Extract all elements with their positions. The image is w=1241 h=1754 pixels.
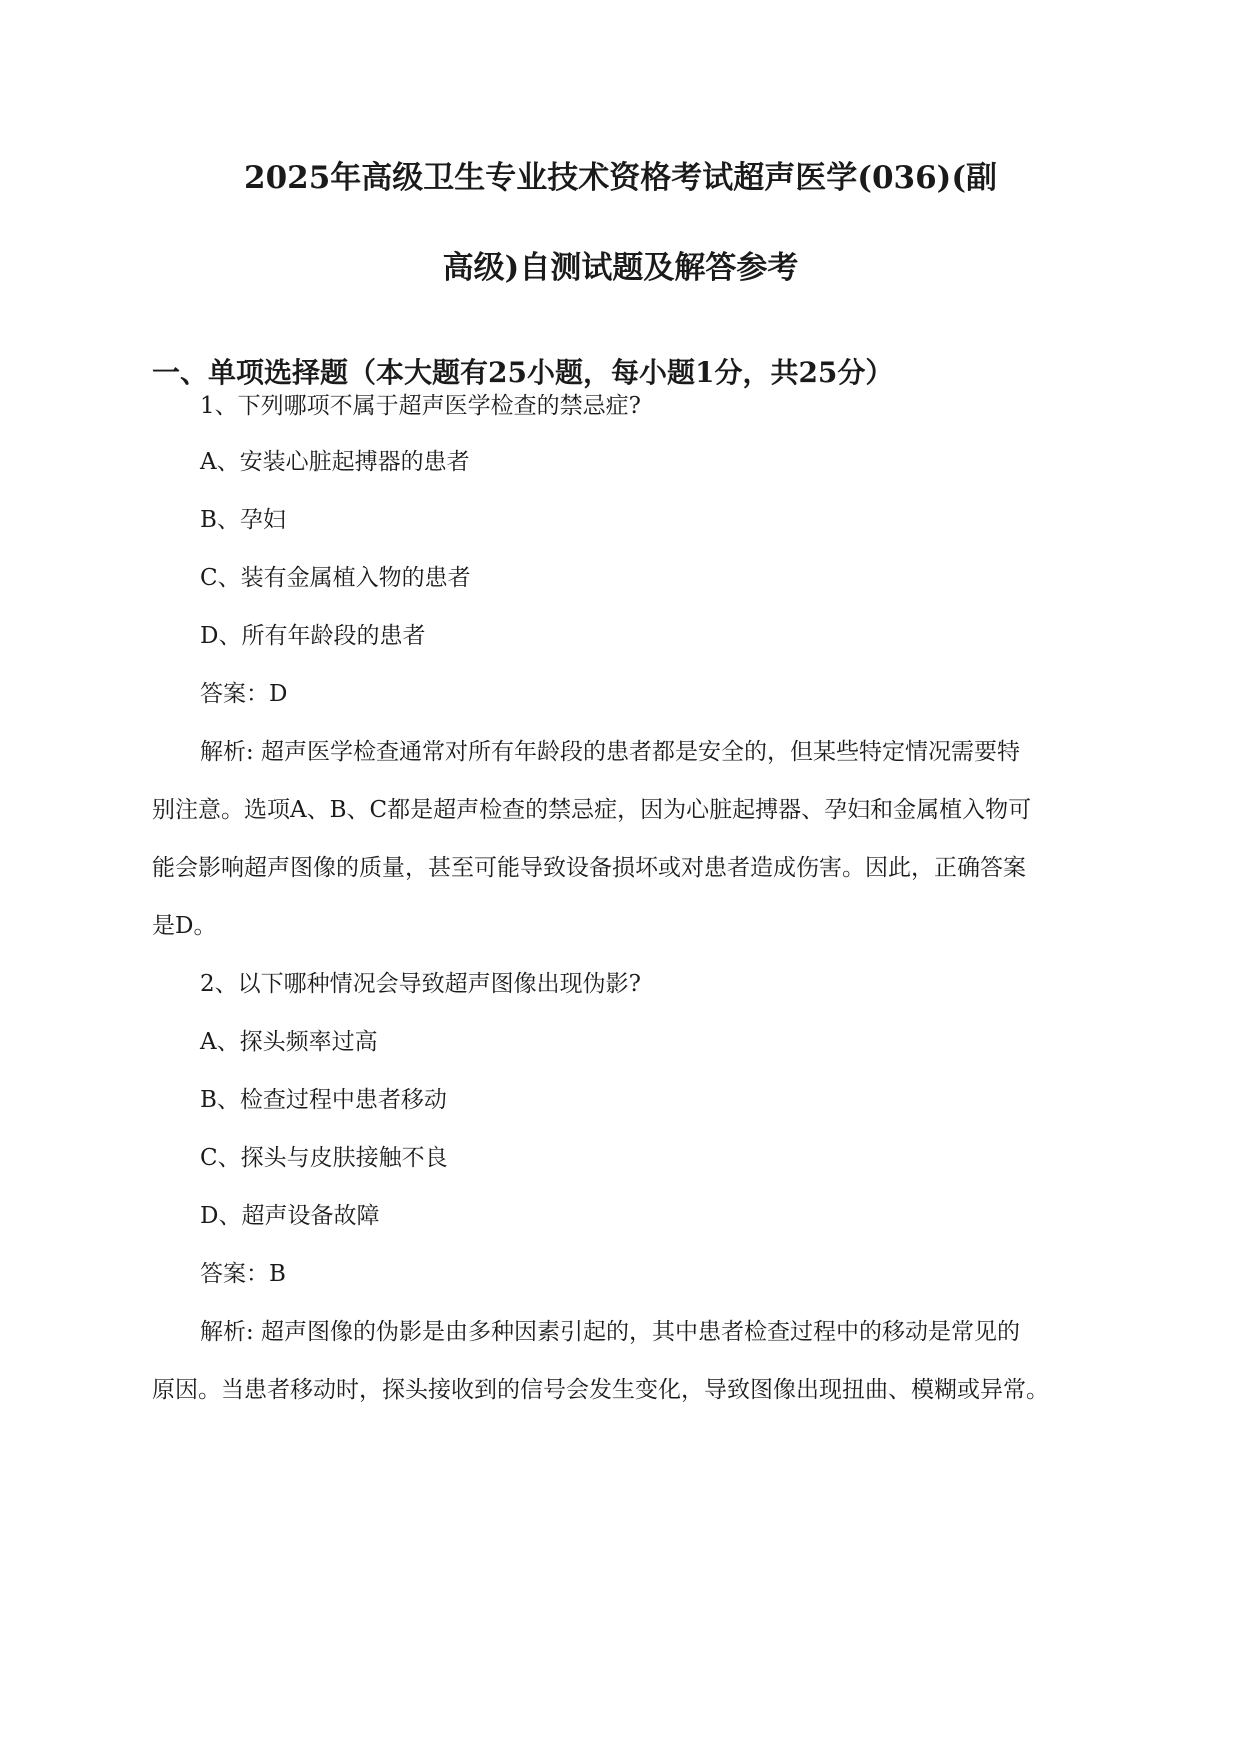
document-title-line-1: 2025年高级卫生专业技术资格考试超声医学(036)(副 xyxy=(244,160,997,196)
question-1-analysis-line-1: 解析: 超声医学检查通常对所有年龄段的患者都是安全的，但某些特定情况需要特 xyxy=(200,739,1021,765)
question-2-option-d: D、超声设备故障 xyxy=(200,1203,380,1229)
question-2-option-a: A、探头频率过高 xyxy=(200,1029,378,1055)
question-1-analysis-line-4: 是D。 xyxy=(152,913,217,939)
question-1-option-b: B、孕妇 xyxy=(200,507,286,533)
section-heading: 一、单项选择题（本大题有25小题，每小题1分，共25分） xyxy=(152,356,894,389)
question-2-option-c: C、探头与皮肤接触不良 xyxy=(200,1145,448,1171)
question-2-analysis-line-1: 解析: 超声图像的伪影是由多种因素引起的，其中患者检查过程中的移动是常见的 xyxy=(200,1319,1021,1345)
question-2-option-b: B、检查过程中患者移动 xyxy=(200,1087,447,1113)
question-2-answer: 答案：B xyxy=(200,1261,286,1287)
question-1-text: 1、下列哪项不属于超声医学检查的禁忌症? xyxy=(200,393,641,419)
question-1-answer: 答案：D xyxy=(200,681,288,707)
question-1-option-c: C、装有金属植入物的患者 xyxy=(200,565,471,591)
question-2-text: 2、以下哪种情况会导致超声图像出现伪影? xyxy=(200,971,641,997)
question-1-analysis-line-2: 别注意。选项A、B、C都是超声检查的禁忌症，因为心脏起搏器、孕妇和金属植入物可 xyxy=(152,797,1032,823)
question-2-analysis-line-2: 原因。当患者移动时，探头接收到的信号会发生变化，导致图像出现扭曲、模糊或异常。 xyxy=(152,1377,1049,1403)
question-1-option-d: D、所有年龄段的患者 xyxy=(200,623,426,649)
question-1-option-a: A、安装心脏起搏器的患者 xyxy=(200,449,470,475)
question-1-analysis-line-3: 能会影响超声图像的质量，甚至可能导致设备损坏或对患者造成伤害。因此，正确答案 xyxy=(152,855,1026,881)
document-title-line-2: 高级)自测试题及解答参考 xyxy=(442,250,799,286)
